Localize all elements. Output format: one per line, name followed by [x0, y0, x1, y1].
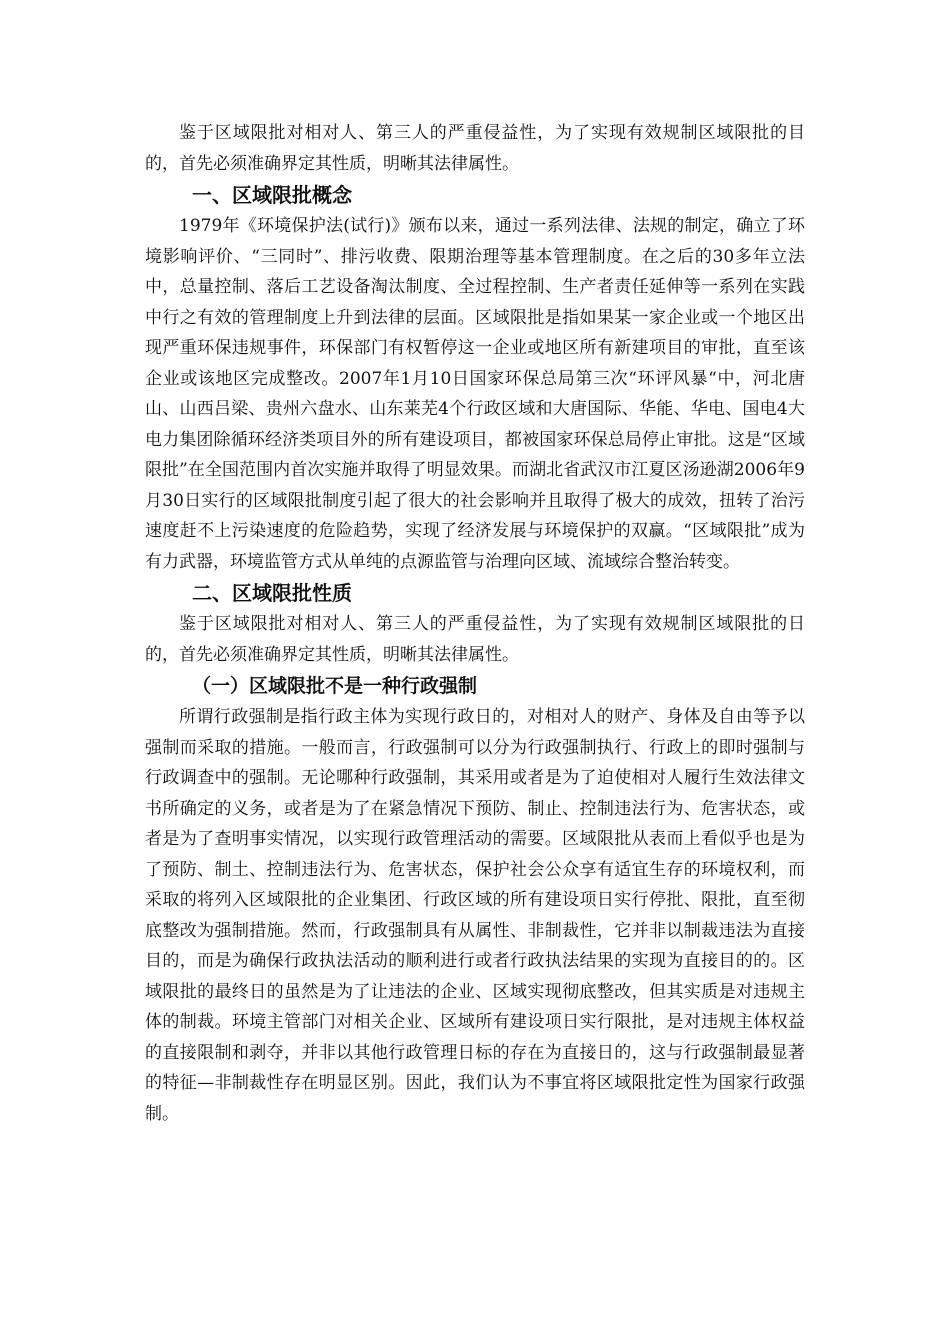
nature-paragraph: 鉴于区域限批对相对人、第三人的严重侵益性，为了实现有效规制区域限批的日的，首先必须准确界定其性质，明晰其法律属性。	[145, 614, 805, 665]
subsection-heading-not-coercion: （一）区域限批不是一种行政强制	[192, 675, 478, 697]
not-coercion-paragraph: 所谓行政强制是指行政主体为实现行政日的，对相对人的财产、身体及自由等予以强制而采取的措施。一般而言，行政强制可以分为行政强制执行、行政上的即时强制与行政调查中的强制。无论哪种行政强制，其采用或者是为了迫使相对人履行生效法律文书所确定的义务，或者是为了在紧急情况下预防、制止、控制违法行为、危害状态，或者是为了查明事实情况，以实现行政管理活动的需要。区域限批从表而上看似乎也是为了预防、制土、控制违法行为、危害状态，保护社会公众享有适宜生存的环境权利，而采取的将列入区域限批的企业集团、行政区域的所有建设项日实行停批、限批，直至彻底整改为强制措施。然而，行政强制具有从属性、非制裁性，它并非以制裁违法为直接目的，而是为确保行政执法活动的顺利进行或者行政执法结果的实现为直接目的的。区域限批的最终日的虽然是为了让违法的企业、区域实现彻底整改，但其实质是对违规主体的制裁。环境主管部门对相关企业、区域所有建设项日实行限批，是对违规主体权益的直接限制和剥夺，并非以其他行政管理日标的存在为直接日的，这与行政强制最显著的特征—非制裁性存在明显区别。因此，我们认为不事宜将区域限批定性为国家行政强制。	[145, 707, 805, 1124]
concept-paragraph: 1979年《环境保护法(试行)》颁布以来，通过一系列法律、法规的制定，确立了环境影响评价、“三同时”、排污收费、限期治理等基本管理制度。在之后的30多年立法中，总量控制、落后工艺设备淘汰制度、全过程控制、生产者责任延伸等一系列在实践中行之有效的管理制度上升到法律的层面。区域限批是指如果某一家企业或一个地区出现严重环保违规事件，环保部门有权暂停这一企业或地区所有新建项目的审批，直至该企业或该地区完成整改。2007年1月10日国家环保总局第三次“环评风暴“中，河北唐山、山西吕梁、贵州六盘水、山东莱芜4个行政区域和大唐国际、华能、华电、国电4大电力集团除循环经济类项目外的所有建设项目，都被国家环保总局停止审批。这是“区域限批”在全国范围内首次实施并取得了明显效果。而湖北省武汉市江夏区汤逊湖2006年9月30日实行的区域限批制度引起了很大的社会影响并且取得了极大的成效，扭转了治污速度赶不上污染速度的危险趋势，实现了经济发展与环境保护的双赢。“区域限批”成为有力武器，环境监管方式从单纯的点源监管与治理向区域、流域综合整治转变。	[145, 216, 805, 572]
section-heading-nature: 二、区域限批性质	[192, 581, 352, 605]
intro-paragraph: 鉴于区域限批对相对人、第三人的严重侵益性，为了实现有效规制区域限批的目的，首先必须准确界定其性质，明晰其法律属性。	[145, 123, 805, 174]
document-body	[145, 118, 805, 1129]
section-heading-concept: 一、区域限批概念	[192, 183, 352, 207]
